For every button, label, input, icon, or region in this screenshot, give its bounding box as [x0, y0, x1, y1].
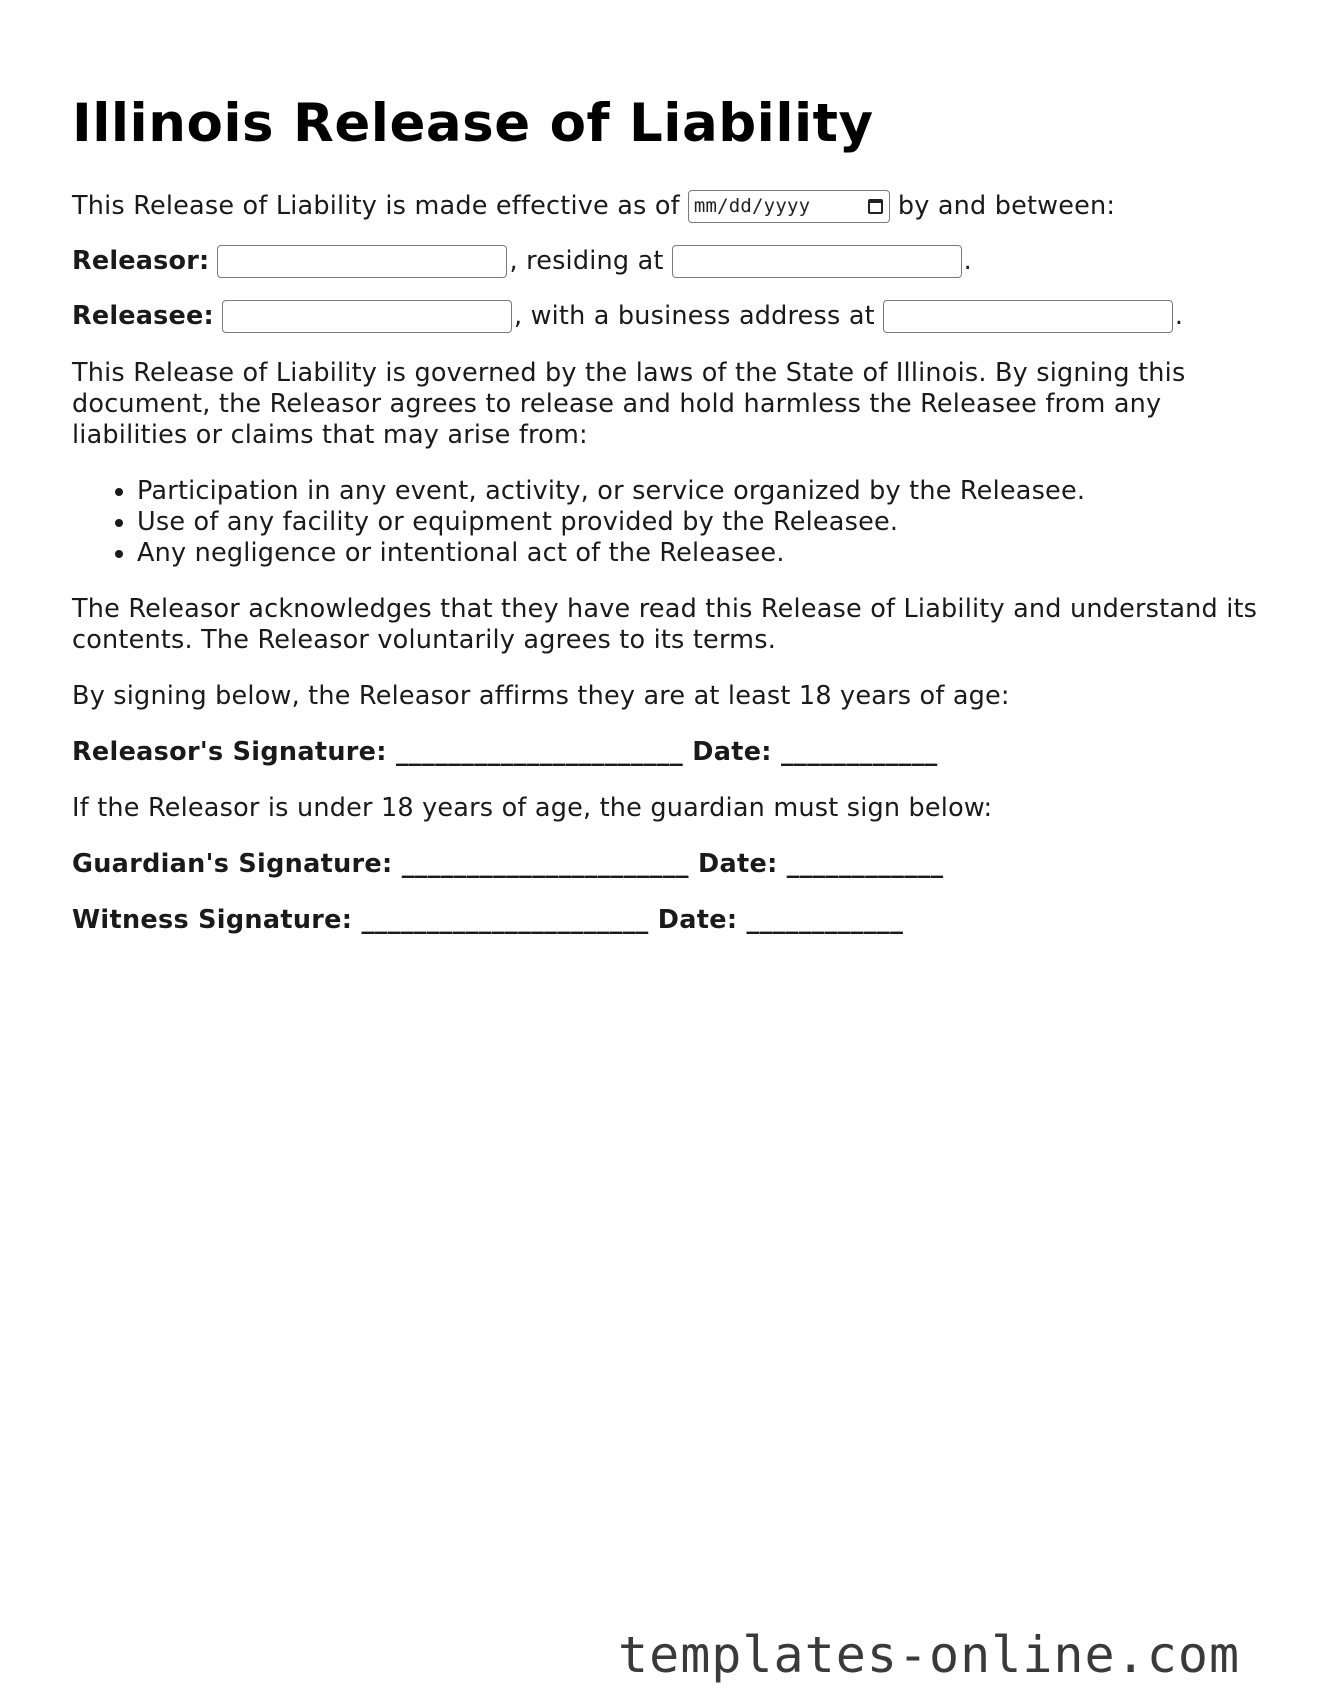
age-statement: By signing below, the Releasor affirms they are at least 18 years of age: — [72, 681, 1010, 711]
governing-paragraph: This Release of Liability is governed by the laws of the State of Illinois. By signing this document, the Releasor agrees to release and hold harmless the Releasee from any liabilities or claims that may arise from: — [72, 358, 1186, 450]
witness-signature-blank[interactable]: ______________________ — [361, 905, 649, 935]
releasor-signature-line — [72, 737, 1262, 768]
effective-date-line — [72, 188, 1262, 224]
releasee-label: Releasee: — [72, 300, 214, 331]
releasor-middle-text: , residing at — [509, 245, 664, 276]
releasor-signature-blank[interactable]: ______________________ — [395, 737, 684, 767]
list-item: • Participation in any event, activity, or service organized by the Releasee. — [137, 476, 1262, 507]
releasor-signature-label: Releasor's Signature: — [72, 737, 387, 767]
liability-list — [72, 476, 1262, 569]
releasee-middle-text: , with a business address at — [513, 300, 875, 331]
guardian-statement: If the Releasor is under 18 years of age, the guardian must sign below: — [72, 793, 993, 823]
watermark: templates-online.com — [618, 1626, 1241, 1684]
document-page — [72, 0, 1262, 936]
guardian-signature-line — [72, 849, 1262, 880]
list-item: • Use of any facility or equipment provided by the Releasee. — [137, 507, 1262, 538]
guardian-date-blank[interactable]: ____________ — [786, 849, 944, 879]
witness-date-blank[interactable]: ____________ — [746, 905, 904, 935]
releasee-line — [72, 298, 1262, 334]
witness-date-label: Date: — [657, 905, 738, 935]
date-placeholder: mm/dd/yyyy — [693, 194, 811, 217]
calendar-icon[interactable] — [868, 199, 883, 214]
releasee-end-text: . — [1174, 300, 1184, 331]
guardian-signature-label: Guardian's Signature: — [72, 849, 393, 879]
witness-signature-label: Witness Signature: — [72, 905, 353, 935]
releasor-label: Releasor: — [72, 245, 210, 276]
releasor-line — [72, 243, 1262, 279]
witness-signature-line — [72, 905, 1262, 936]
releasee-name-input[interactable] — [222, 300, 512, 333]
page-title: Illinois Release of Liability — [72, 93, 874, 154]
effective-date-input[interactable] — [688, 190, 890, 223]
releasor-date-blank[interactable]: ____________ — [780, 737, 938, 767]
releasor-end-text: . — [963, 245, 972, 276]
releasee-address-input[interactable] — [883, 300, 1173, 333]
releasor-address-input[interactable] — [672, 245, 962, 278]
acknowledgement-paragraph: The Releasor acknowledges that they have read this Release of Liability and understand its contents. The Releasor voluntarily agrees to its terms. — [72, 594, 1258, 655]
list-item: • Any negligence or intentional act of the Releasee. — [137, 538, 1262, 569]
releasor-date-label: Date: — [692, 737, 772, 767]
guardian-signature-blank[interactable]: ______________________ — [401, 849, 689, 879]
releasor-name-input[interactable] — [217, 245, 507, 278]
intro-after-text: by and between: — [897, 190, 1116, 221]
guardian-date-label: Date: — [698, 849, 778, 879]
intro-before-text: This Release of Liability is made effective as of — [72, 190, 680, 221]
